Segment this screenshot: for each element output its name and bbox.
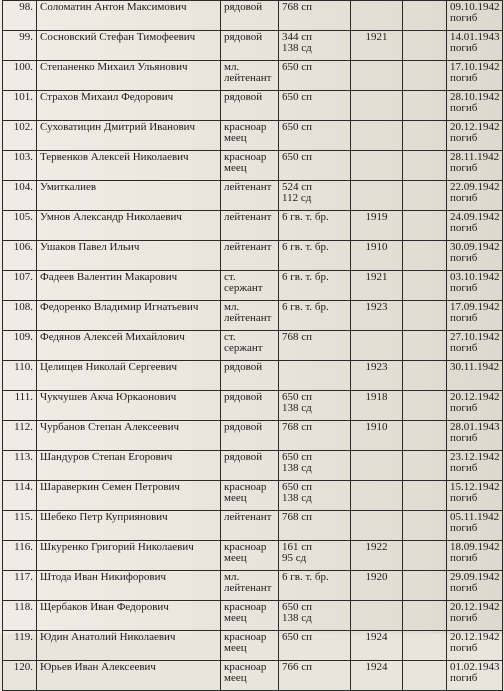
blank-cell xyxy=(403,61,447,91)
birth-year: 1910 xyxy=(351,241,403,271)
table-row xyxy=(3,511,503,541)
military-rank: красноар меец xyxy=(221,151,279,181)
military-unit: 650 сп xyxy=(279,91,351,121)
birth-year: 1924 xyxy=(351,661,403,691)
blank-cell xyxy=(403,571,447,601)
full-name: Чукчушев Акча Юркаонович xyxy=(37,391,221,421)
full-name: Шандуров Степан Егорович xyxy=(37,451,221,481)
full-name: Целищев Николай Сергеевич xyxy=(37,361,221,391)
row-number: 115. xyxy=(3,511,37,541)
military-unit: 766 сп xyxy=(279,661,351,691)
row-number: 110. xyxy=(3,361,37,391)
blank-cell xyxy=(403,421,447,451)
full-name: Штода Иван Никифорович xyxy=(37,571,221,601)
row-number: 117. xyxy=(3,571,37,601)
military-unit: 6 гв. т. бр. xyxy=(279,241,351,271)
military-unit: 650 сп xyxy=(279,61,351,91)
military-rank: мл. лейтенант xyxy=(221,571,279,601)
military-unit: 650 сп xyxy=(279,631,351,661)
blank-cell xyxy=(403,271,447,301)
military-rank: мл. лейтенант xyxy=(221,61,279,91)
date-of-death: 29.09.1942 погиб xyxy=(447,571,503,601)
birth-year: 1910 xyxy=(351,421,403,451)
military-unit: 524 сп 112 сд xyxy=(279,181,351,211)
full-name: Шебеко Петр Куприянович xyxy=(37,511,221,541)
table-row xyxy=(3,1,503,31)
military-rank: рядовой xyxy=(221,391,279,421)
date-of-death: 03.10.1942 погиб xyxy=(447,271,503,301)
table-row xyxy=(3,271,503,301)
blank-cell xyxy=(403,541,447,571)
full-name: Юрьев Иван Алексеевич xyxy=(37,661,221,691)
blank-cell xyxy=(403,211,447,241)
blank-cell xyxy=(403,31,447,61)
blank-cell xyxy=(403,631,447,661)
row-number: 114. xyxy=(3,481,37,511)
full-name: Юдин Анатолий Николаевич xyxy=(37,631,221,661)
birth-year xyxy=(351,451,403,481)
table-row xyxy=(3,151,503,181)
military-unit: 161 сп 95 сд xyxy=(279,541,351,571)
blank-cell xyxy=(403,91,447,121)
full-name: Чурбанов Степан Алексеевич xyxy=(37,421,221,451)
military-unit: 650 сп xyxy=(279,121,351,151)
blank-cell xyxy=(403,301,447,331)
blank-cell xyxy=(403,181,447,211)
military-unit: 6 гв. т. бр. xyxy=(279,301,351,331)
table-row xyxy=(3,481,503,511)
birth-year: 1918 xyxy=(351,391,403,421)
military-rank: лейтенант xyxy=(221,181,279,211)
full-name: Суховатицин Дмитрий Иванович xyxy=(37,121,221,151)
full-name: Умиткалиев xyxy=(37,181,221,211)
date-of-death: 28.01.1943 погиб xyxy=(447,421,503,451)
military-rank: рядовой xyxy=(221,91,279,121)
military-rank: рядовой xyxy=(221,31,279,61)
date-of-death: 05.11.1942 погиб xyxy=(447,511,503,541)
full-name: Федянов Алексей Михайлович xyxy=(37,331,221,361)
military-rank: ст. сержант xyxy=(221,331,279,361)
military-unit: 344 сп 138 сд xyxy=(279,31,351,61)
date-of-death: 17.10.1942 погиб xyxy=(447,61,503,91)
row-number: 99. xyxy=(3,31,37,61)
birth-year: 1923 xyxy=(351,361,403,391)
table-row xyxy=(3,31,503,61)
row-number: 106. xyxy=(3,241,37,271)
table-row xyxy=(3,601,503,631)
military-unit: 6 гв. т. бр. xyxy=(279,211,351,241)
table-row xyxy=(3,451,503,481)
date-of-death: 09.10.1942 погиб xyxy=(447,1,503,31)
birth-year xyxy=(351,151,403,181)
military-rank: лейтенант xyxy=(221,511,279,541)
birth-year: 1924 xyxy=(351,631,403,661)
birth-year xyxy=(351,1,403,31)
row-number: 109. xyxy=(3,331,37,361)
birth-year xyxy=(351,481,403,511)
date-of-death: 28.10.1942 погиб xyxy=(447,91,503,121)
row-number: 100. xyxy=(3,61,37,91)
birth-year: 1922 xyxy=(351,541,403,571)
date-of-death: 15.12.1942 погиб xyxy=(447,481,503,511)
date-of-death: 01.02.1943 погиб xyxy=(447,661,503,691)
military-unit: 768 сп xyxy=(279,1,351,31)
date-of-death: 14.01.1943 погиб xyxy=(447,31,503,61)
date-of-death: 27.10.1942 погиб xyxy=(447,331,503,361)
date-of-death: 30.09.1942 погиб xyxy=(447,241,503,271)
row-number: 118. xyxy=(3,601,37,631)
table-row xyxy=(3,571,503,601)
blank-cell xyxy=(403,451,447,481)
military-rank: красноар меец xyxy=(221,631,279,661)
birth-year xyxy=(351,601,403,631)
row-number: 108. xyxy=(3,301,37,331)
military-unit: 650 сп 138 сд xyxy=(279,481,351,511)
table-body xyxy=(3,1,503,691)
military-rank: мл. лейтенант xyxy=(221,301,279,331)
table-row xyxy=(3,211,503,241)
full-name: Щербаков Иван Федорович xyxy=(37,601,221,631)
birth-year: 1920 xyxy=(351,571,403,601)
blank-cell xyxy=(403,511,447,541)
military-rank: ст. сержант xyxy=(221,271,279,301)
row-number: 101. xyxy=(3,91,37,121)
table-row xyxy=(3,181,503,211)
blank-cell xyxy=(403,661,447,691)
table-row xyxy=(3,121,503,151)
military-rank: красноар меец xyxy=(221,661,279,691)
date-of-death: 20.12.1942 погиб xyxy=(447,121,503,151)
table-row xyxy=(3,361,503,391)
military-unit: 650 сп 138 сд xyxy=(279,391,351,421)
birth-year: 1921 xyxy=(351,271,403,301)
full-name: Сосновский Стефан Тимофеевич xyxy=(37,31,221,61)
row-number: 102. xyxy=(3,121,37,151)
birth-year xyxy=(351,331,403,361)
row-number: 116. xyxy=(3,541,37,571)
military-rank: красноар меец xyxy=(221,541,279,571)
blank-cell xyxy=(403,151,447,181)
full-name: Шараверкин Семен Петрович xyxy=(37,481,221,511)
row-number: 98. xyxy=(3,1,37,31)
military-unit: 768 сп xyxy=(279,421,351,451)
date-of-death: 18.09.1942 погиб xyxy=(447,541,503,571)
blank-cell xyxy=(403,361,447,391)
row-number: 112. xyxy=(3,421,37,451)
row-number: 105. xyxy=(3,211,37,241)
table-row xyxy=(3,421,503,451)
table-row xyxy=(3,331,503,361)
military-rank: красноар меец xyxy=(221,481,279,511)
blank-cell xyxy=(403,481,447,511)
row-number: 120. xyxy=(3,661,37,691)
table-row xyxy=(3,301,503,331)
full-name: Степаненко Михаил Ульянович xyxy=(37,61,221,91)
military-unit: 768 сп xyxy=(279,331,351,361)
date-of-death: 20.12.1942 погиб xyxy=(447,391,503,421)
full-name: Фадеев Валентин Макарович xyxy=(37,271,221,301)
birth-year xyxy=(351,511,403,541)
full-name: Шкуренко Григорий Николаевич xyxy=(37,541,221,571)
birth-year xyxy=(351,181,403,211)
row-number: 113. xyxy=(3,451,37,481)
row-number: 119. xyxy=(3,631,37,661)
casualty-register-table xyxy=(2,0,503,691)
blank-cell xyxy=(403,241,447,271)
full-name: Федоренко Владимир Игнатьевич xyxy=(37,301,221,331)
table-row xyxy=(3,661,503,691)
full-name: Тервенков Алексей Николаевич xyxy=(37,151,221,181)
date-of-death: 22.09.1942 погиб xyxy=(447,181,503,211)
table-row xyxy=(3,61,503,91)
blank-cell xyxy=(403,331,447,361)
date-of-death: 24.09.1942 погиб xyxy=(447,211,503,241)
table-row xyxy=(3,541,503,571)
date-of-death: 20.12.1942 погиб xyxy=(447,601,503,631)
table-row xyxy=(3,631,503,661)
birth-year xyxy=(351,121,403,151)
military-rank: лейтенант xyxy=(221,241,279,271)
table-row xyxy=(3,91,503,121)
military-rank: лейтенант xyxy=(221,211,279,241)
date-of-death: 17.09.1942 погиб xyxy=(447,301,503,331)
military-rank: рядовой xyxy=(221,421,279,451)
full-name: Страхов Михаил Федорович xyxy=(37,91,221,121)
birth-year: 1923 xyxy=(351,301,403,331)
military-unit: 650 сп 138 сд xyxy=(279,451,351,481)
table-row xyxy=(3,241,503,271)
row-number: 103. xyxy=(3,151,37,181)
military-unit: 650 сп xyxy=(279,151,351,181)
row-number: 104. xyxy=(3,181,37,211)
row-number: 111. xyxy=(3,391,37,421)
blank-cell xyxy=(403,121,447,151)
military-unit: 650 сп 138 сд xyxy=(279,601,351,631)
military-rank: рядовой xyxy=(221,451,279,481)
date-of-death: 20.12.1942 погиб xyxy=(447,631,503,661)
birth-year: 1921 xyxy=(351,31,403,61)
military-unit: 768 сп xyxy=(279,511,351,541)
blank-cell xyxy=(403,601,447,631)
date-of-death: 28.11.1942 погиб xyxy=(447,151,503,181)
date-of-death: 30.11.1942 xyxy=(447,361,503,391)
military-rank: рядовой xyxy=(221,361,279,391)
military-rank: рядовой xyxy=(221,1,279,31)
full-name: Соломатин Антон Максимович xyxy=(37,1,221,31)
date-of-death: 23.12.1942 погиб xyxy=(447,451,503,481)
birth-year xyxy=(351,61,403,91)
full-name: Умнов Александр Николаевич xyxy=(37,211,221,241)
birth-year: 1919 xyxy=(351,211,403,241)
military-unit: 6 гв. т. бр. xyxy=(279,271,351,301)
table-row xyxy=(3,391,503,421)
military-rank: красноар меец xyxy=(221,121,279,151)
military-rank: красноар меец xyxy=(221,601,279,631)
blank-cell xyxy=(403,391,447,421)
blank-cell xyxy=(403,1,447,31)
full-name: Ушаков Павел Ильич xyxy=(37,241,221,271)
birth-year xyxy=(351,91,403,121)
row-number: 107. xyxy=(3,271,37,301)
military-unit: 6 гв. т. бр. xyxy=(279,571,351,601)
military-unit xyxy=(279,361,351,391)
